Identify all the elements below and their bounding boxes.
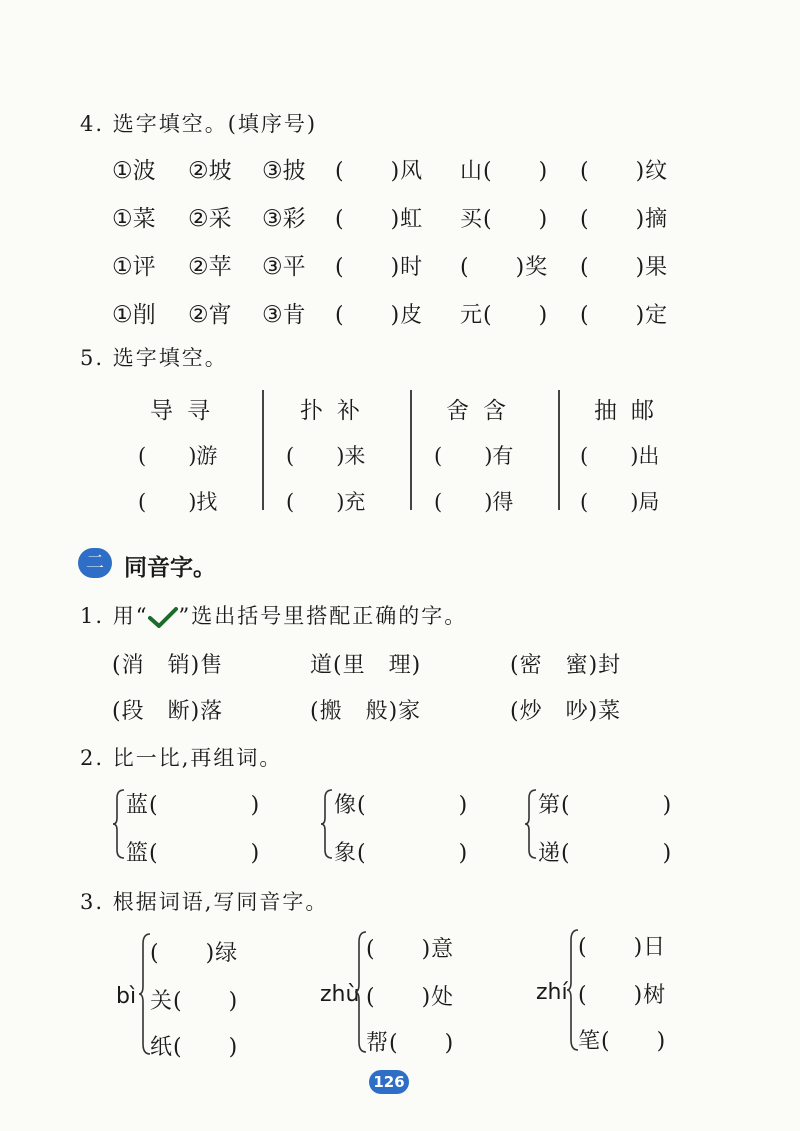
q4-option-2: ②采	[188, 206, 232, 232]
q4-blank-b[interactable]: 元( )	[460, 303, 549, 328]
s1-title-post: ”选出括号里搭配正确的字。	[178, 604, 468, 628]
s3-word[interactable]: 笔( )	[578, 1029, 667, 1054]
q4-blank-c[interactable]: ( )定	[580, 303, 669, 328]
q4-title: 4. 选字填空。(填序号)	[80, 112, 318, 136]
s3-word[interactable]: ( )树	[578, 983, 667, 1008]
s3-word[interactable]: ( )意	[366, 937, 455, 962]
s2-word[interactable]: 递( )	[538, 841, 673, 866]
brace-icon	[320, 788, 334, 860]
s2-word[interactable]: 蓝( )	[126, 793, 261, 818]
q4-option-3: ③彩	[262, 206, 306, 232]
q5-blank[interactable]: ( )游	[138, 444, 218, 468]
q4-blank-b[interactable]: ( )奖	[460, 255, 549, 280]
q5-head: 导寻	[150, 398, 224, 424]
q5-blank[interactable]: ( )有	[434, 444, 514, 468]
q4-option-1: ①削	[112, 302, 156, 328]
q4-option-2: ②坡	[188, 158, 232, 184]
pinyin-label: zhù	[320, 982, 360, 1007]
s1-title-pre: 1. 用“	[80, 604, 149, 628]
s2-word[interactable]: 第( )	[538, 793, 673, 818]
s1-item[interactable]: (消 销)售	[112, 653, 224, 678]
s1-title	[80, 600, 467, 630]
q5-blank[interactable]: ( )充	[286, 490, 366, 514]
s1-item[interactable]: (炒 吵)菜	[510, 699, 622, 724]
s1-item[interactable]: (段 断)落	[112, 699, 224, 724]
q4-option-2: ②苹	[188, 254, 232, 280]
page-number: 126	[369, 1070, 409, 1094]
q4-blank-a[interactable]: ( )虹	[335, 207, 424, 232]
brace-icon	[112, 788, 126, 860]
q4-blank-a[interactable]: ( )时	[335, 255, 424, 280]
checkmark-icon	[148, 607, 178, 629]
q4-option-3: ③平	[262, 254, 306, 280]
q4-blank-c[interactable]: ( )果	[580, 255, 669, 280]
s3-word[interactable]: ( )绿	[150, 941, 239, 966]
pinyin-label: bì	[116, 984, 137, 1009]
q5-head: 扑补	[300, 398, 374, 424]
q5-head: 抽邮	[594, 398, 668, 424]
q5-blank[interactable]: ( )局	[580, 490, 660, 514]
q4-blank-b[interactable]: 买( )	[460, 207, 549, 232]
q4-blank-c[interactable]: ( )摘	[580, 207, 669, 232]
s3-word[interactable]: 关( )	[150, 989, 239, 1014]
column-divider	[410, 390, 412, 510]
s3-title: 3. 根据词语,写同音字。	[80, 890, 329, 914]
q4-blank-b[interactable]: 山( )	[460, 159, 549, 184]
q4-option-1: ①菜	[112, 206, 156, 232]
s2-title: 2. 比一比,再组词。	[80, 746, 283, 770]
brace-icon	[524, 788, 538, 860]
q4-blank-a[interactable]: ( )皮	[335, 303, 424, 328]
q4-option-1: ①波	[112, 158, 156, 184]
q4-option-3: ③肯	[262, 302, 306, 328]
s3-word[interactable]: ( )日	[578, 935, 667, 960]
s1-item[interactable]: 道(里 理)	[310, 653, 422, 678]
q5-blank[interactable]: ( )得	[434, 490, 514, 514]
s2-word[interactable]: 像( )	[334, 793, 469, 818]
column-divider	[262, 390, 264, 510]
s2-word[interactable]: 象( )	[334, 841, 469, 866]
section-title: 同音字。	[124, 555, 216, 581]
s3-word[interactable]: 帮( )	[366, 1031, 455, 1056]
q5-blank[interactable]: ( )来	[286, 444, 366, 468]
q4-option-2: ②宵	[188, 302, 232, 328]
q5-blank[interactable]: ( )出	[580, 444, 660, 468]
q5-blank[interactable]: ( )找	[138, 490, 218, 514]
q4-blank-c[interactable]: ( )纹	[580, 159, 669, 184]
q4-blank-a[interactable]: ( )风	[335, 159, 424, 184]
s3-word[interactable]: 纸( )	[150, 1035, 239, 1060]
q4-option-1: ①评	[112, 254, 156, 280]
column-divider	[558, 390, 560, 510]
s1-item[interactable]: (搬 般)家	[310, 699, 422, 724]
s2-word[interactable]: 篮( )	[126, 841, 261, 866]
s3-word[interactable]: ( )处	[366, 985, 455, 1010]
section-badge: 二	[78, 548, 112, 578]
q5-title: 5. 选字填空。	[80, 346, 228, 370]
q4-option-3: ③披	[262, 158, 306, 184]
q5-head: 舍含	[446, 398, 520, 424]
pinyin-label: zhí	[536, 980, 568, 1005]
s1-item[interactable]: (密 蜜)封	[510, 653, 622, 678]
